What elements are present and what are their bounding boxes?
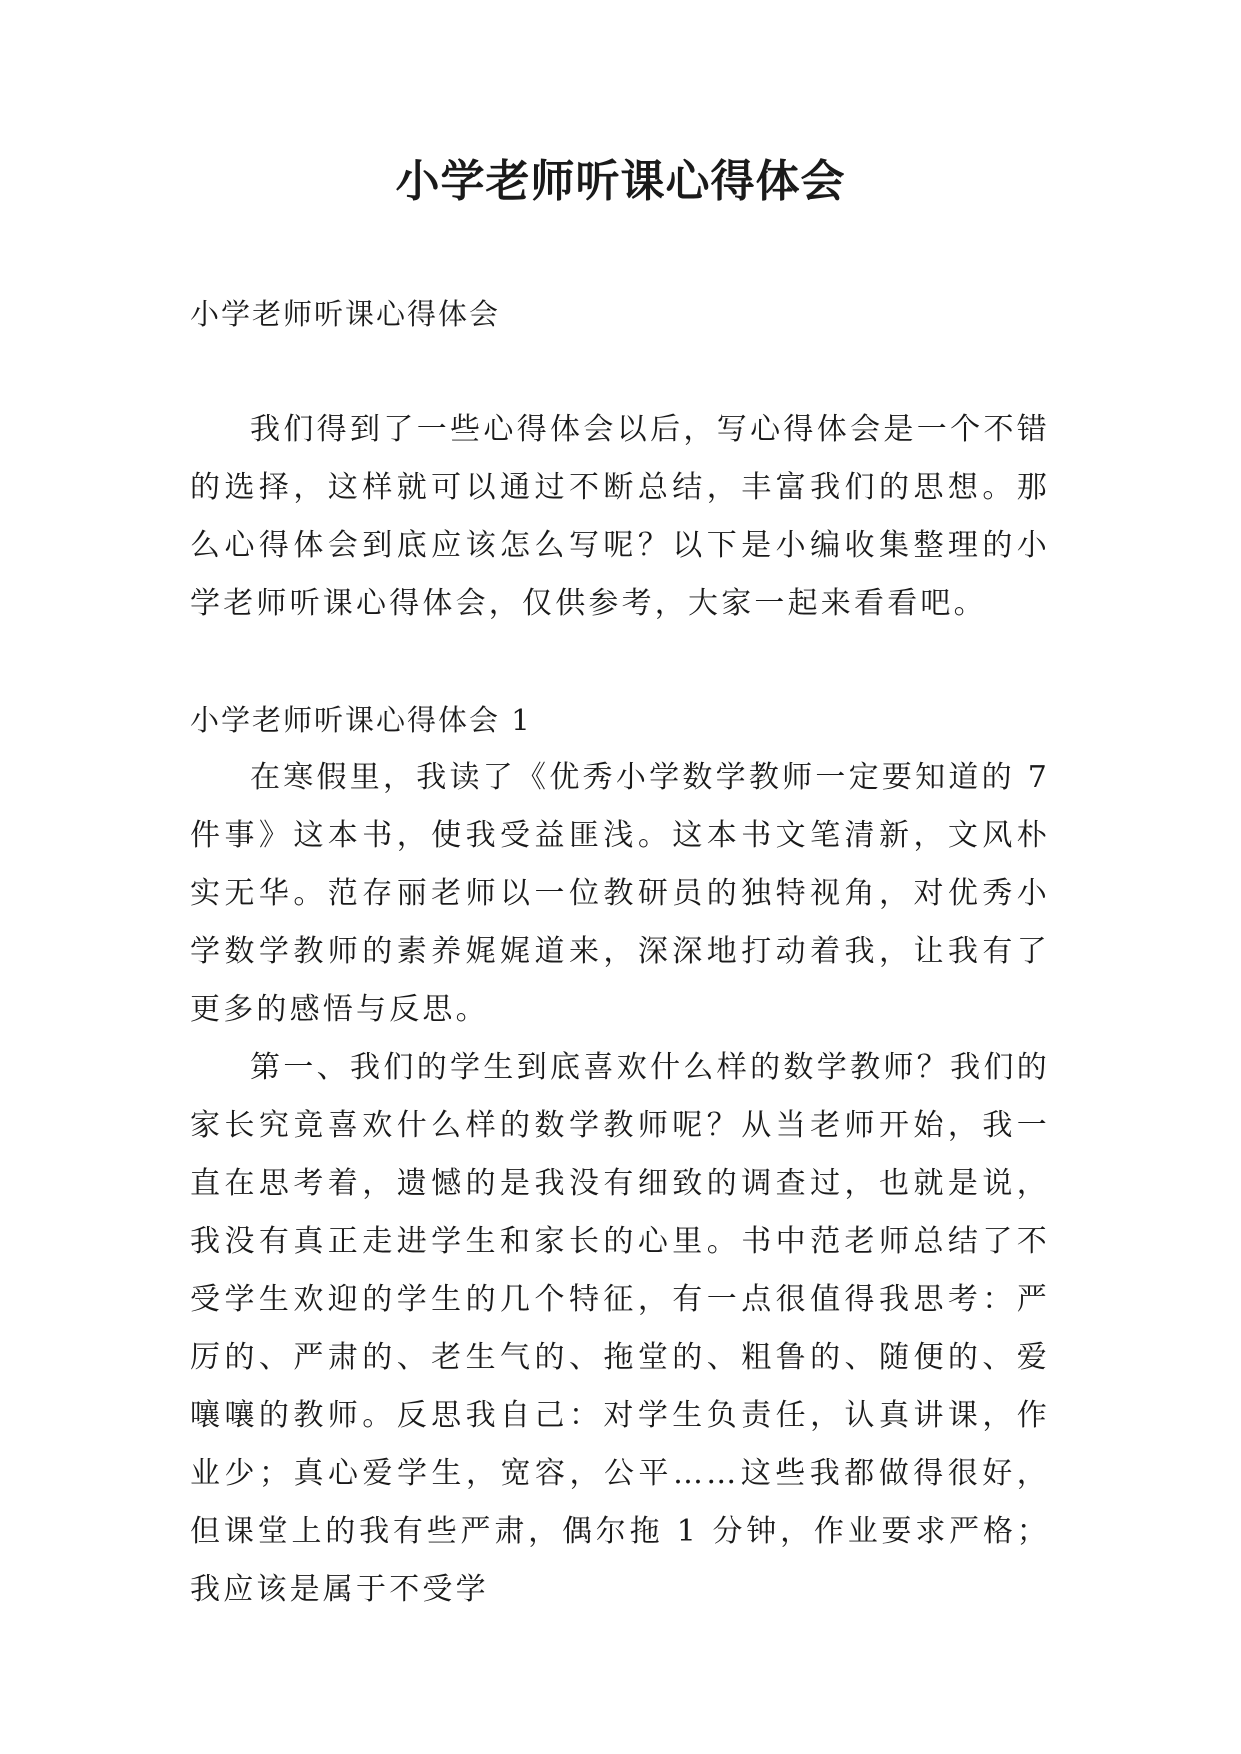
intro-paragraph: 我们得到了一些心得体会以后，写心得体会是一个不错的选择，这样就可以通过不断总结，丰富我们的思想。那么心得体会到底应该怎么写呢？以下是小编收集整理的小学老师听课心得体会，仅供参考，大家一起来看看吧。 xyxy=(190,412,1050,621)
document-subtitle: 小学老师听课心得体会 xyxy=(190,297,501,331)
spacer xyxy=(190,343,1050,401)
spacer xyxy=(190,633,1050,691)
body-paragraph: 第一、我们的学生到底喜欢什么样的数学教师？我们的家长究竟喜欢什么样的数学教师呢？从当老师开始，我一直在思考着，遗憾的是我没有细致的调查过，也就是说，我没有真正走进学生和家长的心里。书中范老师总结了不受学生欢迎的学生的几个特征，有一点很值得我思考：严厉的、严肃的、老生气的、拖堂的、粗鲁的、随便的、爱嚷嚷的教师。反思我自己：对学生负责任，认真讲课，作业少；真心爱学生，宽容，公平……这些我都做得很好，但课堂上的我有些严肃，偶尔拖 1 分钟，作业要求严格；我应该是属于不受学 xyxy=(190,1050,1050,1607)
section-heading: 小学老师听课心得体会 1 xyxy=(190,703,532,737)
document-title: 小学老师听课心得体会 xyxy=(395,156,846,207)
document-body xyxy=(190,285,1050,1619)
body-paragraph: 在寒假里，我读了《优秀小学数学教师一定要知道的 7 件事》这本书，使我受益匪浅。这本书文笔清新，文风朴实无华。范存丽老师以一位教研员的独特视角，对优秀小学数学教师的素养娓娓道来，深深地打动着我，让我有了更多的感悟与反思。 xyxy=(190,760,1050,1027)
